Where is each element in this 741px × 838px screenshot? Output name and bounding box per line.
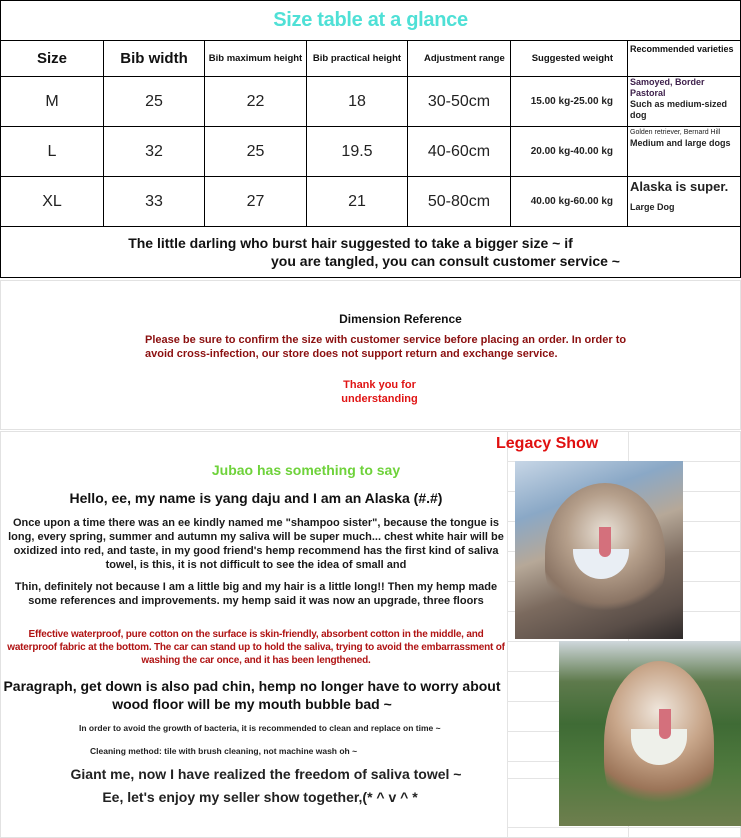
cell-recommended-varieties xyxy=(628,77,739,126)
cell-bib-max-height: 25 xyxy=(205,127,307,176)
table-row xyxy=(1,127,740,177)
story-paragraph-3: Paragraph, get down is also pad chin, hemp no longer have to worry about wood floor will be my mouth bubble bad ~ xyxy=(3,678,501,712)
variety-class: Such as medium-sized dog xyxy=(630,99,728,120)
story-paragraph-1: Once upon a time there was an ee kindly named me "shampoo sister", because the tongue is long, every spring, summer and autumn my saliva will be super much... chest white hair will be oxidized into red, and taste, in my good friend's hemp recommend has the first kind of saliva towel, is this, it is not difficult to see the idea of small and xyxy=(8,517,504,571)
size-advice-line1: The little darling who burst hair suggested to take a bigger size ~ if xyxy=(128,235,573,251)
cleaning-method: Cleaning method: tile with brush cleaning, not machine wash oh ~ xyxy=(90,746,358,756)
cell-bib-width: 33 xyxy=(104,177,205,226)
table-row xyxy=(1,77,740,127)
variety-breeds: Alaska is super. xyxy=(630,179,729,194)
dimension-reference-title: Dimension Reference xyxy=(339,312,462,326)
legacy-show-heading: Legacy Show xyxy=(496,435,599,452)
cell-suggested-weight: 20.00 kg-40.00 kg xyxy=(511,127,628,176)
cell-adjustment-range: 50-80cm xyxy=(408,177,511,226)
thanks-line1: Thank you for xyxy=(343,379,416,391)
cell-bib-practical-height: 21 xyxy=(307,177,408,226)
cell-size: XL xyxy=(1,177,104,226)
cell-size: L xyxy=(1,127,104,176)
header-size: Size xyxy=(1,41,104,76)
size-table xyxy=(0,0,741,278)
cell-recommended-varieties xyxy=(628,177,739,226)
tongue-figure xyxy=(599,527,611,557)
size-advice-note xyxy=(1,227,740,277)
order-warning: Please be sure to confirm the size with customer service before placing an order. In order to avoid cross-infection, our store does not support return and exchange service. xyxy=(145,334,627,360)
cell-recommended-varieties xyxy=(628,127,739,176)
cell-bib-max-height: 22 xyxy=(205,77,307,126)
header-suggested-weight: Suggested weight xyxy=(511,41,628,76)
header-bib-max-height: Bib maximum height xyxy=(205,41,307,76)
story-section xyxy=(0,431,741,838)
closing-line-1: Giant me, now I have realized the freedom of saliva towel ~ xyxy=(70,766,462,782)
cell-bib-width: 25 xyxy=(104,77,205,126)
thanks-message xyxy=(1,378,740,406)
size-table-title-row xyxy=(1,1,740,41)
header-recommended-varieties: Recommended varieties xyxy=(630,44,734,54)
cell-bib-max-height: 27 xyxy=(205,177,307,226)
tongue-figure xyxy=(659,709,671,739)
cell-suggested-weight: 40.00 kg-60.00 kg xyxy=(511,177,628,226)
variety-class: Medium and large dogs xyxy=(630,138,731,148)
dog-photo-outdoor xyxy=(559,641,741,826)
closing-line-2: Ee, let's enjoy my seller show together,(* ^ v ^ * xyxy=(102,789,418,805)
cell-adjustment-range: 40-60cm xyxy=(408,127,511,176)
header-bib-width: Bib width xyxy=(104,41,205,76)
dimension-reference-section xyxy=(0,280,741,430)
variety-breeds: Golden retriever, Bernard Hill xyxy=(630,129,721,136)
cell-size: M xyxy=(1,77,104,126)
story-paragraph-2: Thin, definitely not because I am a little big and my hair is a little long!! Then my hemp made some references and improvements. my hemp said it was now an upgrade, three floors xyxy=(14,581,498,607)
size-grid xyxy=(1,41,740,227)
cell-bib-practical-height: 18 xyxy=(307,77,408,126)
thanks-line2: understanding xyxy=(341,393,418,405)
table-header-row xyxy=(1,41,740,77)
size-table-title: Size table at a glance xyxy=(273,9,468,31)
size-advice-line2: you are tangled, you can consult customer service ~ xyxy=(271,253,620,269)
care-tip: In order to avoid the growth of bacteria, it is recommended to clean and replace on time ~ xyxy=(79,723,441,733)
dog-photo-window xyxy=(515,461,683,639)
cell-bib-width: 32 xyxy=(104,127,205,176)
variety-class: Large Dog xyxy=(630,202,675,212)
cell-suggested-weight: 15.00 kg-25.00 kg xyxy=(511,77,628,126)
table-row xyxy=(1,177,740,227)
story-greeting: Hello, ee, my name is yang daju and I am an Alaska (#.#) xyxy=(69,490,443,506)
cell-adjustment-range: 30-50cm xyxy=(408,77,511,126)
cell-bib-practical-height: 19.5 xyxy=(307,127,408,176)
variety-breeds: Samoyed, Border Pastoral xyxy=(630,77,705,98)
product-features: Effective waterproof, pure cotton on the surface is skin-friendly, absorbent cotton in the middle, and waterproof fabric at the bottom. The car can stand up to hold the saliva, trying to avoid the embarrassment of washing the car once, and it has been lengthened. xyxy=(7,629,505,666)
header-bib-practical-height: Bib practical height xyxy=(307,41,408,76)
header-adjustment-range: Adjustment range xyxy=(408,41,511,76)
story-heading: Jubao has something to say xyxy=(211,462,401,478)
